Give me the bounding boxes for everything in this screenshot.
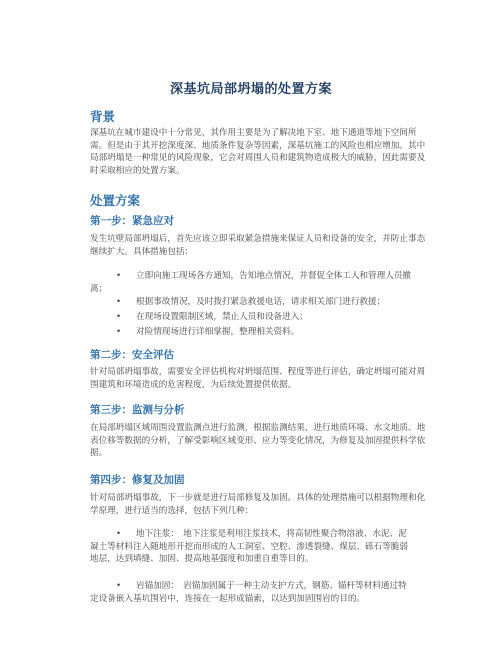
step1-bullet-4 <box>90 326 415 339</box>
step1-bullet-3 <box>90 311 415 324</box>
bullet-dot-icon: • <box>116 271 122 281</box>
step4-bullet-2 <box>90 580 415 605</box>
bullet-dot-icon: • <box>116 529 122 539</box>
step2-heading: 第二步：安全评估 <box>90 349 174 361</box>
step3-heading: 第三步：监测与分析 <box>90 404 185 416</box>
step4-bullet-1 <box>90 528 415 566</box>
step1-bullet-1 <box>90 270 415 295</box>
bullet-text: 在现场设置限制区域，禁止人员和设备进入； <box>136 312 308 322</box>
step4-paragraph: 针对局部坍塌事故，下一步就是进行局部修复及加固。具体的处理措施可以根据物理和化学原理，进行适当的选择，包括下列几种： <box>90 493 426 516</box>
step2-paragraph: 针对局部坍塌事故，需要安全评估机构对坍塌范围、程度等进行评估，确定坍塌可能对周围建筑和环境造成的危害程度，为后续处置提供依据。 <box>90 367 426 390</box>
step3-paragraph: 在局部坍塌区域周围设置监测点进行监测，根据监测结果，进行地质环境、水文地质、地表位移等数据的分析，了解受影响区域变形、应力等变化情况，为修复及加固提供科学依据。 <box>90 423 426 459</box>
section-heading-background: 背景 <box>90 109 116 124</box>
step4-heading: 第四步：修复及加固 <box>90 474 185 486</box>
bullet-dot-icon: • <box>116 327 122 337</box>
step1-heading: 第一步：紧急应对 <box>90 215 174 227</box>
bullet-text: 地下注浆： 地下注浆是利用注浆技术，将高韧性聚合物溶液、水泥、泥凝土等材料注入随地形开挖而形成的人工洞室、空腔、渗透裂缝、煤层、砾石等脆弱地层，达到填缝、加固、提高地基强度和加重自重等目的。 <box>90 529 408 565</box>
bullet-text: 对险情现场进行详细掌握，整理相关资料。 <box>136 327 300 337</box>
bullet-text: 立即向施工现场各方通知，告知地点情况，并督促全体工人和管理人员撤离； <box>90 271 412 294</box>
bullet-dot-icon: • <box>116 312 122 322</box>
bullet-dot-icon: • <box>116 581 122 591</box>
bullet-text: 岩锚加固： 岩锚加固属于一种主动支护方式，钢筋、锚杆等材料通过特定设备嵌入基坑围岩中，连接在一起形成锚索，以达到加固围岩的目的。 <box>90 581 407 604</box>
bullet-dot-icon: • <box>116 297 122 307</box>
step1-paragraph: 发生坑壁局部坍塌后，首先应该立即采取紧急措施来保证人员和设备的安全，并防止事态继续扩大。具体措施包括： <box>90 234 426 257</box>
document-title: 深基坑局部坍塌的处置方案 <box>169 82 332 97</box>
section-heading-plan: 处置方案 <box>90 193 141 208</box>
background-paragraph: 深基坑在城市建设中十分常见，其作用主要是为了解决地下室、地下通道等地下空间所需。但是由于其开挖深度深、地质条件复杂等因素，深基坑施工的风险也相应增加。其中局部坍塌是一种常见的风险现象，它会对周围人员和建筑物造成极大的威胁，因此需要及时采取相应的处置方案。 <box>90 128 426 176</box>
step1-bullet-2 <box>90 296 415 309</box>
bullet-text: 根据事故情况，及时拨打紧急救援电话，请求相关部门进行救援； <box>136 297 386 307</box>
